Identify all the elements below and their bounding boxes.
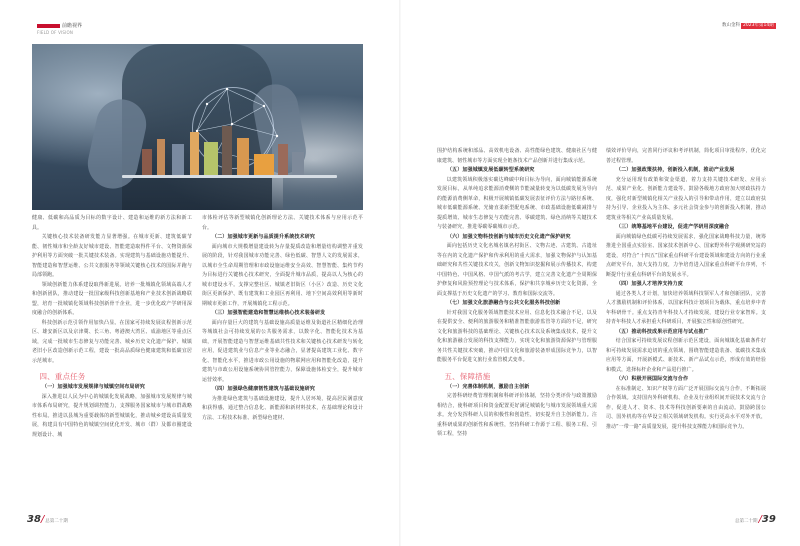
- section-heading: 四、重点任务: [39, 372, 86, 381]
- paragraph: 面向包括历史文化名城名镇名村街区、文物古迹、古建筑、古遗址等在内的文化遗产保护和传承利用的重大需求，加强文物保护与认知基础研究和共性关键技术攻关，创新文物知识挖掘和展示传播技术，构建中国特色、中国风格、中国气派的考古学，建立完善文化遗产全周期保护修复和风险预控理论与技术体系，保护和共享城乡历史文化资源，全面支撑基于历史文化遗产的学习、教育和国际交流等。: [437, 243, 597, 297]
- subsection-heading: （二）加强城市更新与品质提升系统技术研究: [212, 234, 316, 240]
- paragraph: 围护结构系统和部品、高效机电设备、高性能绿色建筑、健康社区与健康建筑、韧性城市等方面实现全链条技术产品创新并进行集成示范。: [437, 148, 597, 164]
- subsection-heading: （四）加强绿色健康韧性建筑与基础设施研究: [212, 386, 316, 392]
- section-title-en: FIELD OF VISION: [37, 30, 74, 35]
- paragraph: 充分运用现有政策和资金渠道，着力支持关键技术研发、应用示范、成果产业化、创新能力建设等。鼓励各级地方政府加大财政扶持力度，强化对新型城镇化相关产业投入的引导和带动作用，建立以政府扶持为引导、企业投入为主体、多元社会资金参与的创新投入机制，推动建筑业等相关产业高质量发展。: [606, 176, 766, 221]
- article-column-4: [606, 147, 766, 432]
- paragraph: 结合国家可持续发展议程创新示范区建设，面向城镇化基础条件好和可持续发展需求迫切的重点领域，围绕智能建造装备、低碳技术集成应用等方面，开展新模式、新技术、新产品试点示范，形成有效的经验和模式，选择标杆企业和产品进行推广。: [606, 338, 766, 373]
- paragraph: 绩效评价导向，完善同行评议和考评机制，简化项目审批程序，优化完善过程管理。: [606, 148, 766, 164]
- paragraph: 完善科研经费管理机制和科研评价体制，坚持分类评价与政策激励相结合，使科研项目和资金配置更好满足城镇化与城市发展领域重大需求。充分发挥科研人员的积极性和创造性，切实提升自主创新能力。注重科研成果的创新性和系统性，坚持科研工作源于工程、服务工程、引领工程，坚持: [437, 393, 597, 437]
- network-lines-graphic: [32, 44, 363, 210]
- subsection-heading: （四）加强人才培养支持力度: [616, 281, 683, 287]
- publication-name: 数山金科: [722, 23, 740, 28]
- subsection-heading: （一）完善体制机制，激励自主创新: [447, 383, 530, 390]
- tablet-shape: [122, 175, 337, 178]
- article-column-1: [32, 214, 192, 440]
- subsection-heading: （三）加强智能建造和智慧运维核心技术装备研发: [212, 310, 326, 316]
- paragraph: 面向存量巨大的建筑与基础设施高质量运维及街道社区精细化治理等城镇社会可持续发展的公共服务需求，以数字化、智能化技术为基础，开展智能建造与智慧运维基础共性技术和关键核心技术研发与转化应用，促进建筑业与信息产业等业态融合，显著提高建筑工业化、数字化、智能化水平，推进市政公用设施的物联网应用和智能化改造，提升建筑与市政公用设施系统协同管控能力，保障设施体检安全，提升城市运营效率。: [202, 319, 363, 383]
- article-column-3: [437, 147, 597, 440]
- paragraph: 通过各类人才计划，加快培养领域科技领军人才和创新团队，完善人才激励机制和评价体系，以国家科技计划项目为载体，重点培养中青年科研骨干。重点支持青年科技人才持续发展，建设行业专家智库。支持青年科技人才承担重大科研项目，开展独立性和原创性研究。: [606, 290, 766, 325]
- page-number-right: [734, 514, 776, 525]
- page-number-left: [27, 514, 69, 525]
- subsection-heading: （六）积极开展国际交流与合作: [616, 376, 689, 382]
- paragraph: 领域创新能力体系建设取得新进展。培养一批城镇化领域高端人才和创新团队，推动建设一批国家级科技创新基地和产业技术创新战略联盟，培育一批城镇化领域科技创新骨干企业，进一步优化政产学研用深度融合的创新体系。: [32, 281, 192, 316]
- folio-slash: /: [40, 514, 45, 525]
- section-heading: 五、保障措施: [444, 371, 491, 381]
- paragraph: 针对我国文化服务领域智能技术应用、信息化技术融合不足，以及在提供安全、便利的旅游服务和精准智能旅游监管等方面的不足，研究文化和旅游科技的基础理论、关键核心技术以及系统集成技术，提升文化和旅游融合发展的科技支撑能力，实现文化和旅游资源保护与管理服务共性关键技术突破，推动中国文化和旅游装备形成国际竞争力，以智能服务平台促进文旅行业监管模式变革。: [437, 309, 597, 363]
- city-buildings-graphic: [142, 126, 304, 175]
- page-number: 39: [761, 514, 776, 525]
- article-column-2: [202, 214, 363, 423]
- section-title-cn: 前瞻视界: [62, 23, 83, 29]
- subsection-heading: （五）加强城镇发展低碳转型系统研究: [447, 167, 535, 173]
- folio-slash: /: [758, 514, 762, 525]
- paragraph: 科技创新示范引领作用加快凸显。在国家可持续发展议程创新示范区、雄安新区以及京津冀、长三角、粤港澳大湾区、成渝地区等重点区域，完成一批城市生态修复与功能完善、城乡历史文化遗产保护、城镇老旧小区改造创新示范工程，建设一批高品质绿色健康建筑和低碳宜居示范城市。: [32, 319, 192, 364]
- paragraph: 市体检评估等新型城镇化创新理论方法、关键技术体系与应用示范平台。: [202, 215, 363, 231]
- subsection-heading: （六）加强文物科技创新与城市历史文化遗产保护研究: [447, 233, 571, 240]
- subsection-heading: （七）加强文化旅游融合与公共文化服务科技创新: [447, 300, 561, 306]
- paragraph: 关键核心技术装备研发能力显著增强。在城市更新、建筑低碳节能、韧性城市和全龄友好城市建设、智能建造取得件平台、文物资源保护利用等方面突破一批关键技术装备。实现建筑与基础设施功能提升、智能建造和智慧运维、公共文旅服务等领域关键核心技术的国际并跑与局部领跑。: [32, 234, 192, 278]
- page-gutter: [399, 0, 401, 546]
- paragraph: 深入推进以人民为中心的城镇化发展战略，加强城市发展规律与城市体系布局研究，提升规划调控能力，支撑服务国家城市与城市群战略性布局。推进以县城为重要载体的新型城镇化，推动城乡建设高质量发展，构建具有中国特色的城镇空间优化开发、城市（群）及都市圈建设规划设计、城: [32, 393, 192, 438]
- subsection-heading: （三）统筹基地平台建设，促进产学研用深度融合: [616, 224, 730, 230]
- subsection-heading: （一）加强城市发展规律与城镇空间布局研究: [42, 384, 146, 390]
- paragraph: 面向城镇绿色低碳可持续发展需求，强化国家战略科技力量，统筹推进全国重点实验室、国家技术创新中心、国家野外科学观测研究站的建设，对符合“十四五”国家重点科研平台建设领域和建设方向的行业重点研究平台，加大支持力度，力争培育进入国家重点科研平台序列，不断提升行业重点科研平台的发展水平。: [606, 233, 766, 278]
- paragraph: 在标准制定、知识产权等方面广泛开展国际交流与合作，不断拓展合作领域。支持国内外科研机构、企业及行业组织间开展技术交流与合作，促进人才、资本、技术等科技创新要素的自由流动。鼓励跨国公司、国外机构等在华设立相关领域研发机构。实行更高水平对外开放，推动“一带一路”高质量发展，提升科技支撑能力和国际竞争力。: [606, 385, 766, 430]
- hero-image: [32, 44, 363, 210]
- page-number: 38: [27, 514, 41, 525]
- paragraph: 面向城市大规模增量建设转为存量提质改造和增量结构调整并重发展的阶段，针对我国城市功能完善、绿色低碳、智慧人文的发展需求，以城市全生命周期管理和市政设施运维安全高效、智慧智能、集约节约为目标进行关键核心技术研究，全面提升城市品质，提高以人为核心的城市建设水平。支撑完整社区、城镇老旧街区（小区）改造、历史文化街区更新保护、既有建筑和工业园区再利用、地下空间高效利用等新时期城市更新工作，开展城镇化工程示范。: [202, 243, 363, 307]
- paragraph: 为推进绿色建筑与基础设施建设，提升人居环境，提高居民满意度和获得感，通过整合信息化、新能源和新材料技术，在基础理论和设计方法、工程技术标准、新型绿色建材、: [202, 395, 363, 421]
- subsection-heading: （五）推动科技成果示范应用与试点推广: [616, 328, 709, 335]
- volume-label: 总第二十期: [735, 519, 758, 524]
- paragraph: 以建筑领域积极落实碳达峰碳中和目标为导向，面向城镇能源系统发展目标，从单纯追求能源消费侧的节能减量转变为以低碳发展为导向的能源消费侧革命，积极开展城镇低碳发展表征评价方法与路径系统、城市低碳能源系统、光储直柔新型配电系统、市政基础设施低碳减排与提质增效、城市生态修复与功能完善、零碳建筑、绿色消纳等关键技术与装备研究，推进零碳零碳城市示范。: [437, 176, 597, 230]
- issue-tag: [722, 23, 776, 29]
- paragraph: 健康、低碳和高品质为目标的数字设计、建造和运维的新方法和新工具。: [32, 215, 192, 231]
- section-tag: [37, 23, 82, 35]
- subsection-heading: （二）加强政策扶持，创新投入机制，推动产业发展: [616, 167, 735, 173]
- issue-label: 2023年第14期: [743, 23, 774, 28]
- volume-label: 总第二十期: [45, 519, 68, 524]
- red-bar-decoration: [37, 24, 60, 28]
